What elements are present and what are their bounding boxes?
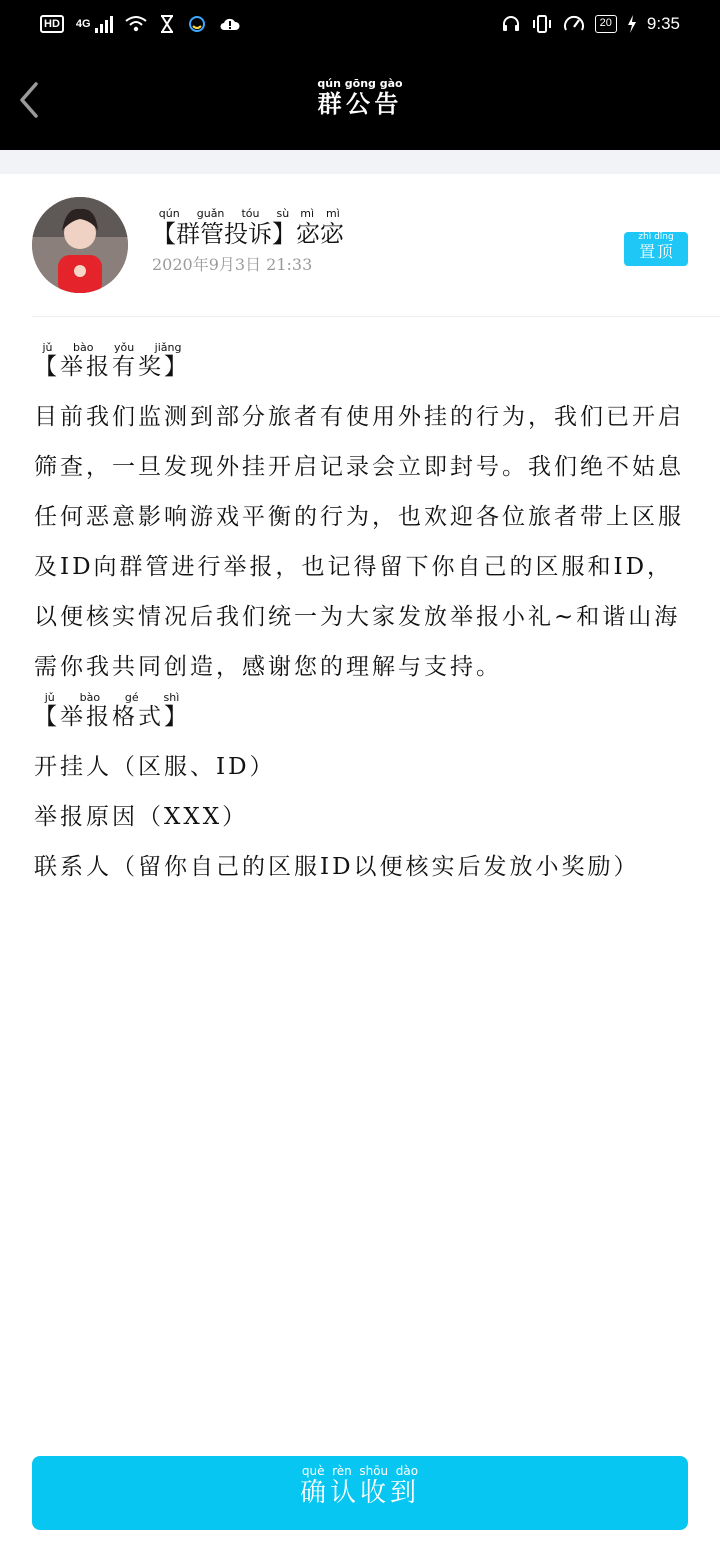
author-name-pinyin: mì mì <box>296 207 344 220</box>
clock: 9:35 <box>646 14 680 33</box>
wifi-icon <box>125 15 147 33</box>
announcement-body <box>34 342 694 892</box>
author-avatar[interactable] <box>32 197 128 293</box>
network-label: 4G <box>75 18 91 30</box>
vibrate-icon <box>531 14 553 34</box>
format-line-contact: 联系人（留你自己的区服ID以便核实后发放小奖励） <box>34 854 640 880</box>
author-tag: 【群管投诉】 <box>152 220 296 248</box>
page-title <box>0 78 720 119</box>
section2-title: 【举报格式】 <box>34 704 190 730</box>
page-title-pinyin: qún gōng gào <box>317 77 403 90</box>
section-separator <box>0 150 720 174</box>
hourglass-icon <box>159 15 175 33</box>
status-bar <box>0 0 720 52</box>
confirm-received-button[interactable] <box>32 1456 688 1530</box>
charging-icon <box>627 15 637 33</box>
format-line-reported: 开挂人（区服、ID） <box>34 754 276 780</box>
section2-title-pinyin: jǔ bào gé shì <box>34 691 190 704</box>
header-divider <box>32 316 720 317</box>
pinned-label: 置顶 <box>638 242 674 261</box>
signal-icon <box>95 15 113 33</box>
announcement-paragraph: 目前我们监测到部分旅者有使用外挂的行为，我们已开启筛查，一旦发现外挂开启记录会立即封号。我们绝不姑息任何恶意影响游戏平衡的行为，也欢迎各位旅者带上区服及ID向群管进行举报，也记得留下你自己的区服和ID，以便核实情况后我们统一为大家发放举报小礼~和谐山海需你我共同创造，感谢您的理解与支持。 <box>34 404 684 680</box>
pinned-badge <box>624 232 688 266</box>
format-line-reason: 举报原因（XXX） <box>34 804 249 830</box>
confirm-pinyin: què rèn shōu dào <box>299 1464 420 1478</box>
title-bar <box>0 0 720 150</box>
headset-icon <box>501 14 521 34</box>
avatar-photo <box>32 197 128 293</box>
post-author <box>152 208 344 249</box>
speed-icon <box>563 14 585 34</box>
battery-indicator: 20 <box>595 15 617 33</box>
cloud-icon <box>219 15 241 33</box>
section1-title: 【举报有奖】 <box>34 354 190 380</box>
page-title-text: 群公告 <box>317 89 403 118</box>
section1-title-pinyin: jǔ bào yǒu jiǎng <box>34 341 190 354</box>
author-tag-pinyin: qún guǎn tóu sù <box>152 207 296 220</box>
author-name: 宓宓 <box>296 220 344 248</box>
confirm-label: 确认收到 <box>299 1478 420 1508</box>
post-date: 2020年9月3日 21:33 <box>152 255 313 274</box>
pinned-pinyin: zhì dǐng <box>638 232 674 242</box>
assistant-icon <box>187 14 207 34</box>
hd-badge: HD <box>40 15 64 33</box>
